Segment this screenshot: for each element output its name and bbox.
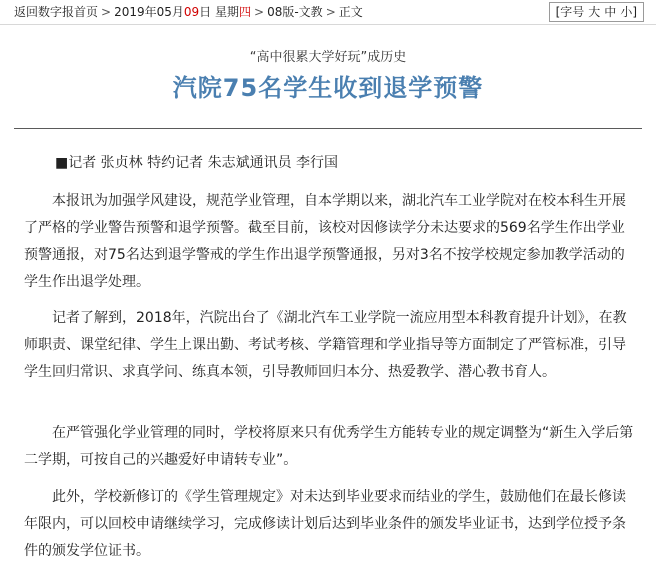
divider xyxy=(14,128,642,129)
font-size-small-button[interactable]: 小] xyxy=(620,5,637,19)
font-size-label: [字号 xyxy=(555,5,585,19)
breadcrumb-separator: > xyxy=(254,5,265,19)
breadcrumb xyxy=(14,0,363,24)
article-byline: ■记者 张贞林 特约记者 朱志斌通讯员 李行国 xyxy=(55,155,339,171)
top-nav-bar xyxy=(0,0,656,25)
article-headline: 汽院75名学生收到退学预警 xyxy=(172,74,484,102)
breadcrumb-separator: > xyxy=(325,5,336,19)
date-prefix: 2019年05月 xyxy=(114,5,184,19)
current-page: 正文 xyxy=(338,5,363,19)
font-size-switcher xyxy=(549,2,644,22)
date-suffix: 日 星期 xyxy=(199,5,239,19)
home-link[interactable]: 返回数字报首页 xyxy=(14,5,99,19)
font-size-large-button[interactable]: 大 xyxy=(588,5,601,19)
weekday: 四 xyxy=(239,5,252,19)
article-kicker: “高中很累大学好玩”成历史 xyxy=(249,50,407,65)
font-size-medium-button[interactable]: 中 xyxy=(604,5,617,19)
section-link[interactable]: 08版-文教 xyxy=(267,5,323,19)
article-paragraph: 在严管强化学业管理的同时，学校将原来只有优秀学生方能转专业的规定调整为“新生入学后第二学期，可按自己的兴趣爱好申请转专业”。 xyxy=(24,425,634,468)
article-paragraph: 记者了解到，2018年，汽院出台了《湖北汽车工业学院一流应用型本科教育提升计划》，在教师职责、课堂纪律、学生上课出勤、考试考核、学籍管理和学业指导等方面制定了严管标准，引导学生回归常识、求真学问、练真本领，引导教师回归本分、热爱教学、潜心教书育人。 xyxy=(24,310,627,380)
article-paragraph: 本报讯为加强学风建设，规范学业管理，自本学期以来，湖北汽车工业学院对在校本科生开展了严格的学业警告预警和退学预警。截至目前，该校对因修读学分未达要求的569名学生作出学业预警通报，对75名达到退学警戒的学生作出退学预警通报，另对3名不按学校规定参加教学活动的学生作出退学处理。 xyxy=(24,193,626,290)
date-day: 09 xyxy=(183,5,200,19)
article-paragraph: 此外，学校新修订的《学生管理规定》对未达到毕业要求而结业的学生，鼓励他们在最长修读年限内，可以回校申请继续学习，完成修读计划后达到毕业条件的颁发毕业证书，达到学位授予条件的颁发学位证书。 xyxy=(24,489,626,559)
breadcrumb-separator: > xyxy=(101,5,112,19)
